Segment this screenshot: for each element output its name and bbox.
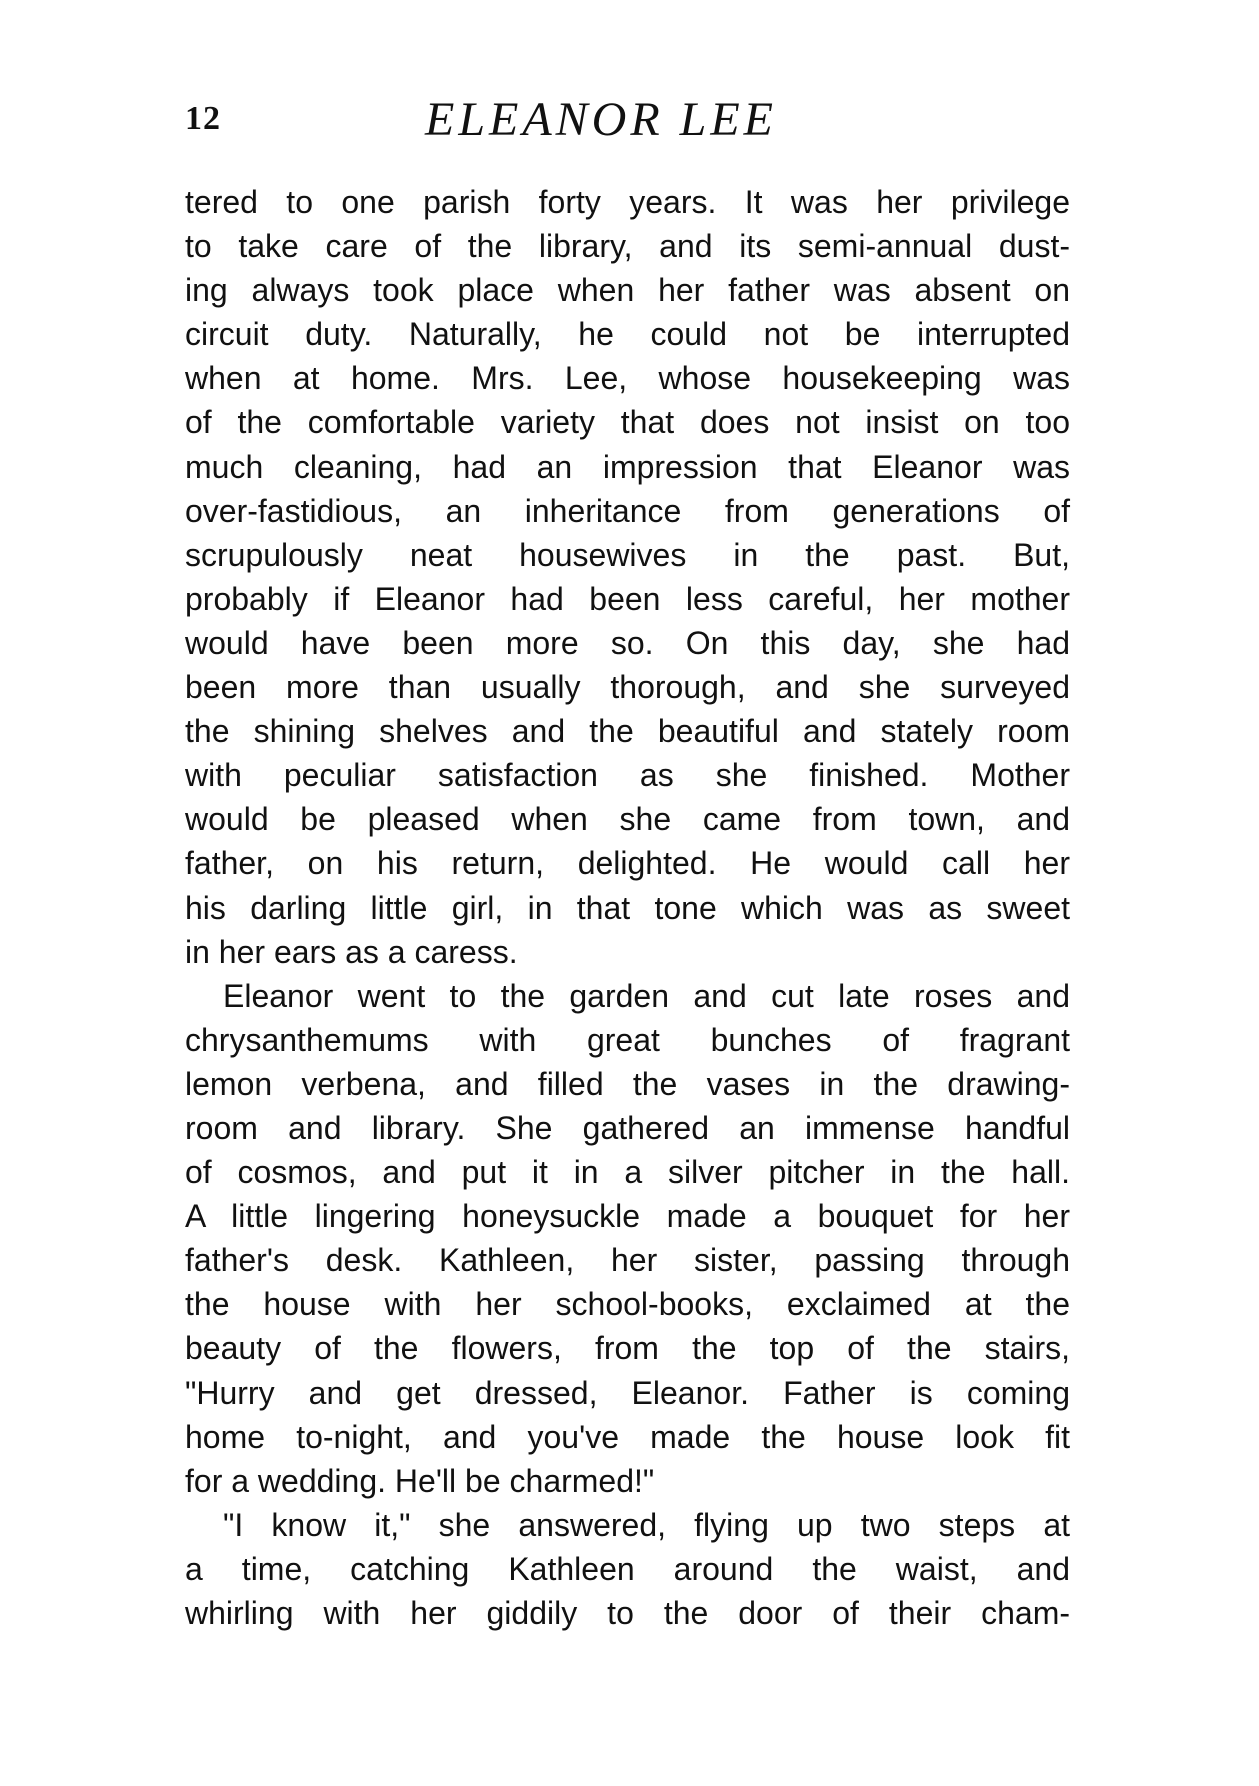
- running-title: ELEANOR LEE: [425, 93, 777, 146]
- page-header: [185, 92, 1070, 152]
- paragraph: [185, 180, 1070, 974]
- text-line: the shining shelves and the beautiful and stately room: [185, 713, 1070, 750]
- text-line: to take care of the library, and its semi-annual dust-: [185, 228, 1070, 265]
- text-line: room and library. She gathered an immense handful: [185, 1109, 1070, 1146]
- text-line: father, on his return, delighted. He would call her: [185, 845, 1070, 882]
- text-line: chrysanthemums with great bunches of fragrant: [185, 1021, 1070, 1058]
- text-line: a time, catching Kathleen around the waist, and: [185, 1550, 1070, 1587]
- text-line: would be pleased when she came from town, and: [185, 801, 1070, 838]
- text-line: A little lingering honeysuckle made a bouquet for her: [185, 1198, 1070, 1235]
- text-line: in her ears as a caress.: [185, 933, 518, 970]
- text-line: father's desk. Kathleen, her sister, passing through: [185, 1242, 1070, 1279]
- text-line: circuit duty. Naturally, he could not be interrupted: [185, 316, 1070, 353]
- text-line: ing always took place when her father was absent on: [185, 272, 1070, 309]
- text-line: when at home. Mrs. Lee, whose housekeeping was: [185, 360, 1070, 397]
- text-line: scrupulously neat housewives in the past. But,: [185, 536, 1070, 573]
- text-line: for a wedding. He'll be charmed!": [185, 1462, 655, 1499]
- text-line: "I know it," she answered, flying up two steps at: [223, 1506, 1070, 1543]
- page-number: 12: [185, 100, 221, 137]
- text-line: probably if Eleanor had been less careful, her mother: [185, 580, 1070, 617]
- text-line: would have been more so. On this day, she had: [185, 624, 1070, 661]
- text-line: over-fastidious, an inheritance from generations of: [185, 492, 1070, 529]
- text-line: of the comfortable variety that does not insist on too: [185, 404, 1070, 441]
- text-line: lemon verbena, and filled the vases in the drawing-: [185, 1065, 1070, 1102]
- body-text: [185, 180, 1070, 1635]
- paragraph: [185, 1503, 1070, 1635]
- text-line: much cleaning, had an impression that Eleanor was: [185, 448, 1070, 485]
- text-line: of cosmos, and put it in a silver pitcher in the hall.: [185, 1154, 1070, 1191]
- text-line: been more than usually thorough, and she surveyed: [185, 669, 1070, 706]
- text-line: Eleanor went to the garden and cut late roses and: [223, 977, 1070, 1014]
- text-line: tered to one parish forty years. It was her privilege: [185, 184, 1070, 220]
- paragraph: [185, 974, 1070, 1503]
- text-line: with peculiar satisfaction as she finished. Mother: [185, 757, 1070, 794]
- text-line: home to-night, and you've made the house look fit: [185, 1418, 1070, 1455]
- text-line: the house with her school-books, exclaimed at the: [185, 1286, 1070, 1323]
- text-line: "Hurry and get dressed, Eleanor. Father is coming: [185, 1374, 1070, 1411]
- text-line: whirling with her giddily to the door of their cham-: [185, 1595, 1070, 1631]
- text-line: beauty of the flowers, from the top of the stairs,: [185, 1330, 1070, 1367]
- text-line: his darling little girl, in that tone which was as sweet: [185, 889, 1070, 926]
